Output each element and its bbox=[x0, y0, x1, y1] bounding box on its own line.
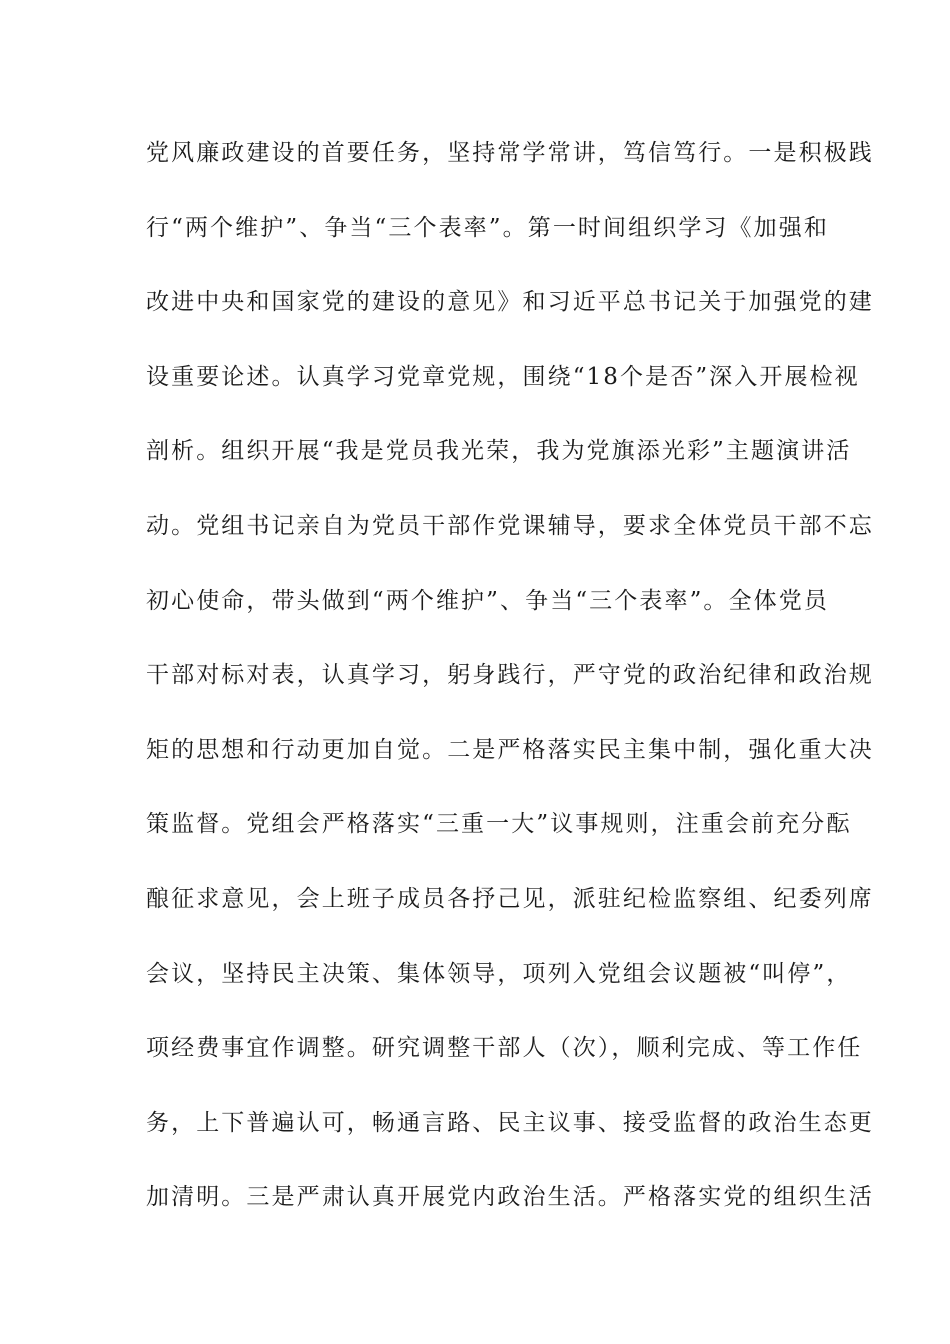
text-line: 剖析。组织开展“我是党员我光荣，我为党旗添光彩”主题演讲活 bbox=[146, 438, 852, 465]
body-text bbox=[146, 133, 874, 1252]
text-line: 动。党组书记亲自为党员干部作党课辅导，要求全体党员干部不忘 bbox=[146, 512, 874, 539]
text-line: 项经费事宜作调整。研究调整干部人（次），顺利完成、等工作任 bbox=[146, 1035, 863, 1062]
text-line: 设重要论述。认真学习党章党规，围绕“18个是否”深入开展检视 bbox=[146, 363, 860, 390]
text-line: 会议，坚持民主决策、集体领导，项列入党组会议题被“叫停”， bbox=[146, 960, 852, 987]
text-line: 党风廉政建设的首要任务，坚持常学常讲，笃信笃行。一是积极践 bbox=[146, 140, 874, 166]
text-line: 改进中央和国家党的建设的意见》和习近平总书记关于加强党的建 bbox=[146, 289, 874, 316]
text-line: 策监督。党组会严格落实“三重一大”议事规则，注重会前充分酝 bbox=[146, 811, 852, 838]
text-line: 行“两个维护”、争当“三个表率”。第一时间组织学习《加强和 bbox=[146, 214, 829, 241]
text-line: 酿征求意见，会上班子成员各抒己见，派驻纪检监察组、纪委列席 bbox=[146, 885, 874, 912]
text-line: 干部对标对表，认真学习，躬身践行，严守党的政治纪律和政治规 bbox=[146, 662, 874, 689]
text-line: 初心使命，带头做到“两个维护”、争当“三个表率”。全体党员 bbox=[146, 587, 829, 614]
text-line: 务，上下普遍认可，畅通言路、民主议事、接受监督的政治生态更 bbox=[146, 1109, 874, 1136]
text-line: 加清明。三是严肃认真开展党内政治生活。严格落实党的组织生活 bbox=[146, 1184, 874, 1211]
text-line: 矩的思想和行动更加自觉。二是严格落实民主集中制，强化重大决 bbox=[146, 736, 874, 763]
